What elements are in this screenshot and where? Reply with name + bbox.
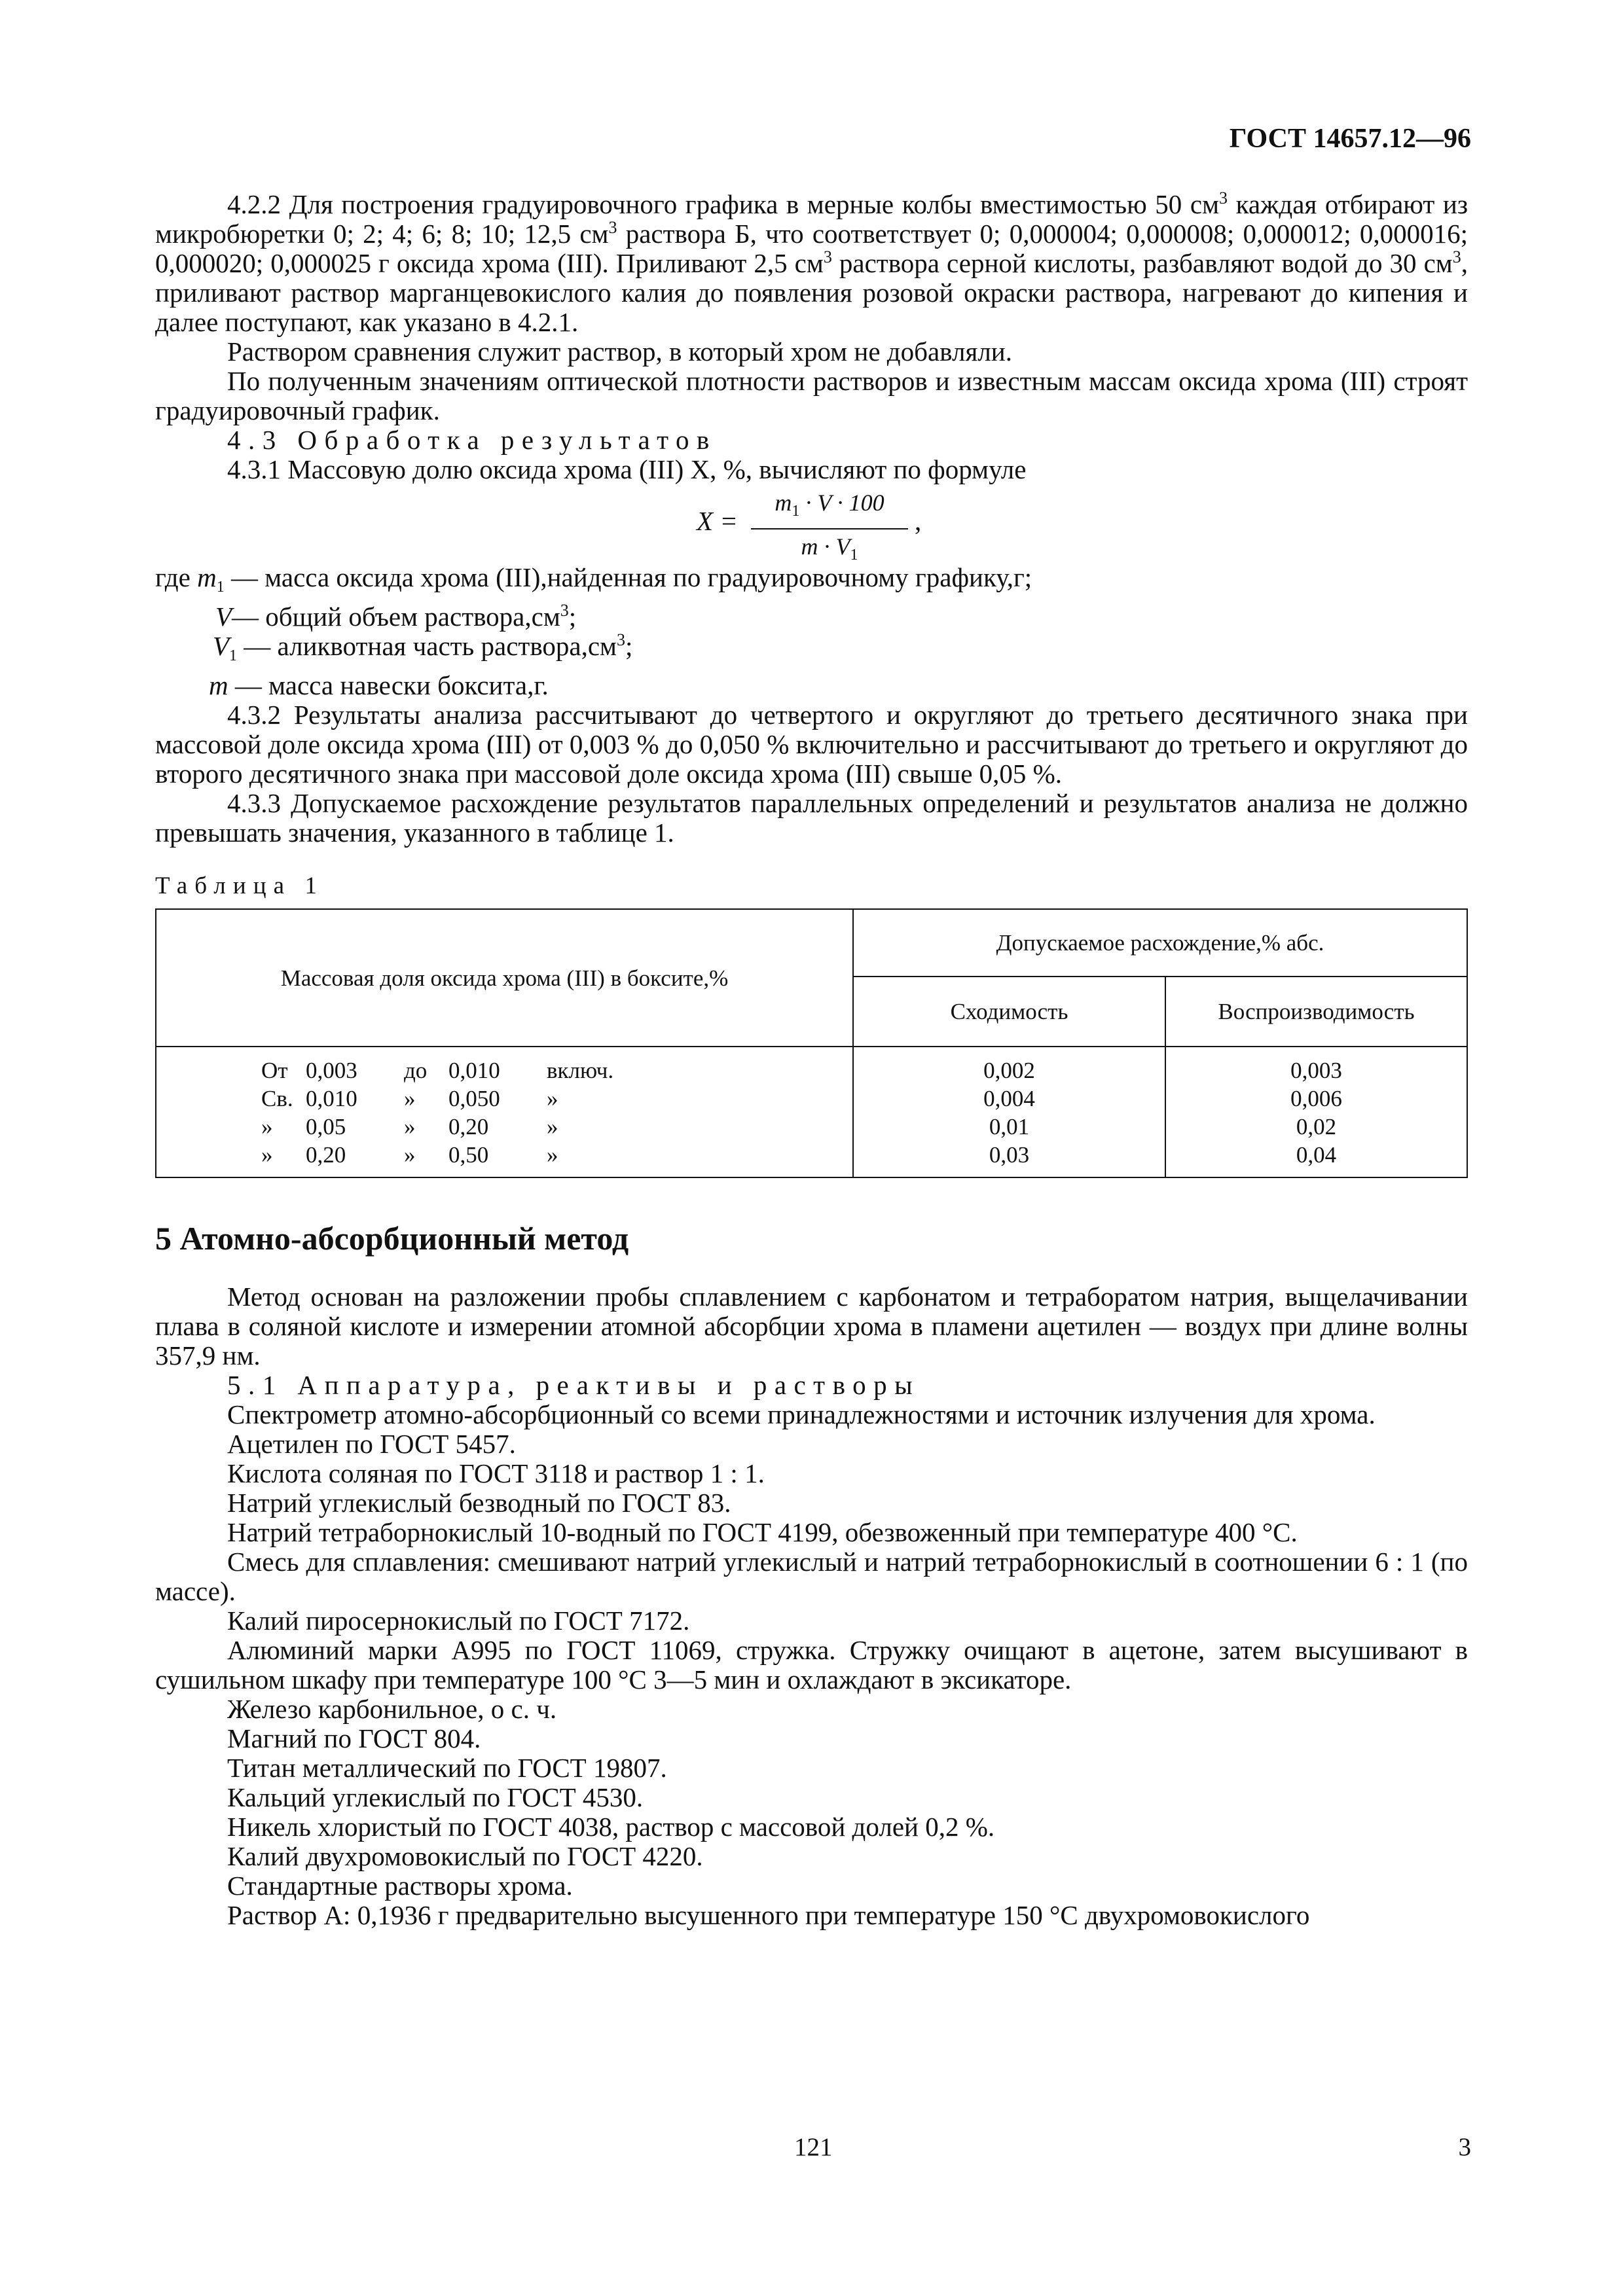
reagent-item: Смесь для сплавления: смешивают натрий углекислый и натрий тетраборнокислый в соотношении 6 : 1 (по массе). <box>155 1547 1468 1606</box>
symbol: m · V <box>801 533 850 560</box>
paragraph-4-3-1: 4.3.1 Массовую долю оксида хрома (III) X, %, вычисляют по формуле <box>227 454 1027 484</box>
reagent-item: Натрий тетраборнокислый 10-водный по ГОСТ 4199, обезвоженный при температуре 400 °С. <box>227 1517 1298 1547</box>
column-header-reproducibility: Воспроизводимость <box>1165 977 1467 1047</box>
superscript: 3 <box>560 601 569 620</box>
symbol: m <box>209 670 228 700</box>
legend-row-m <box>155 671 1468 700</box>
reagent-item: Железо карбонильное, о с. ч. <box>227 1694 557 1724</box>
text-run: каждая отбирают из микробюретки 0; 2; 4; 6; 8; 10; 12,5 см <box>155 189 1468 249</box>
column-header-tolerance: Допускаемое расхождение,% абс. <box>853 909 1467 977</box>
text-run: 4.2.2 Для построения градуировочного графика в мерные колбы вместимостью 50 см <box>227 189 1220 219</box>
reproducibility-value: 0,006 <box>1290 1086 1342 1111</box>
text-run: раствора серной кислоты, разбавляют водой до 30 см <box>831 248 1453 278</box>
paragraph-4-2-2 <box>155 190 1468 337</box>
superscript: 3 <box>617 630 625 649</box>
text-run: где <box>155 562 198 592</box>
table-row <box>261 1085 852 1113</box>
paragraph-4-3-3: 4.3.3 Допускаемое расхождение результатов параллельных определений и результатов анализа не должно превышать значения, указанного в таблице 1. <box>155 788 1468 848</box>
folio-number: 121 <box>794 2133 833 2161</box>
formula-legend <box>155 563 1468 700</box>
symbol: m <box>775 490 792 516</box>
range-prefix: » <box>261 1142 273 1168</box>
reagent-item: Раствор А: 0,1936 г предварительно высушенного при температуре 150 °С двухромовокислого <box>227 1900 1310 1930</box>
subscript: 1 <box>792 503 800 520</box>
table-body <box>156 1047 1467 1177</box>
heading-5-1: 5.1 Аппаратура, реактивы и растворы <box>227 1370 921 1400</box>
formula-fraction <box>751 488 908 569</box>
superscript: 3 <box>1452 247 1461 266</box>
superscript: 3 <box>608 218 617 237</box>
range-separator: до <box>404 1058 428 1083</box>
formula-numerator <box>751 488 908 526</box>
table-cell-ranges <box>156 1047 853 1177</box>
formula-comma: , <box>915 506 922 536</box>
symbol: m <box>197 562 217 592</box>
subscript: 1 <box>216 579 225 596</box>
document-code-header: ГОСТ 14657.12—96 <box>1229 124 1471 154</box>
range-from: 0,003 <box>306 1058 357 1083</box>
range-to: 0,050 <box>448 1086 500 1111</box>
tolerance-table <box>155 908 1468 1178</box>
range-prefix: От <box>261 1058 288 1083</box>
range-suffix: » <box>547 1114 558 1139</box>
text-run: — аликвотная часть раствора,см <box>237 631 617 661</box>
paragraph-reference-solution: Раствором сравнения служит раствор, в который хром не добавляли. <box>227 336 1012 367</box>
page-number: 3 <box>1458 2133 1471 2161</box>
text-run: — общий объем раствора,см <box>232 601 560 632</box>
reproducibility-value: 0,04 <box>1296 1142 1337 1168</box>
reproducibility-value: 0,02 <box>1296 1114 1337 1139</box>
section-5-intro: Метод основан на разложении пробы сплавлением с карбонатом и тетраборатом натрия, выщелачивании плава в соляной кислоте и измерении атомной абсорбции хрома в пламени ацетилен — воздух при длине волны 357,9 нм. <box>155 1282 1468 1371</box>
table-caption: Таблица 1 <box>155 872 325 899</box>
range-prefix: » <box>261 1114 273 1139</box>
convergence-value: 0,002 <box>983 1058 1035 1083</box>
reagent-item: Магний по ГОСТ 804. <box>227 1723 481 1753</box>
range-to: 0,010 <box>448 1058 500 1083</box>
convergence-value: 0,03 <box>989 1142 1030 1168</box>
range-to: 0,20 <box>448 1114 489 1139</box>
superscript: 3 <box>823 247 832 266</box>
subscript: 1 <box>229 647 238 664</box>
subscript: 1 <box>850 547 858 564</box>
reagent-item: Спектрометр атомно-абсорбционный со всеми принадлежностями и источник излучения для хрома. <box>227 1399 1376 1429</box>
range-to: 0,50 <box>448 1142 489 1168</box>
range-separator: » <box>404 1142 416 1168</box>
symbol: · V · 100 <box>799 490 884 516</box>
reagent-item: Кальций углекислый по ГОСТ 4530. <box>227 1782 644 1812</box>
text-run: , приливают раствор марганцевокислого калия до появления розовой окраски раствора, нагревают до кипения и далее поступают, как указано в 4.2.1. <box>155 248 1468 337</box>
superscript: 3 <box>1219 188 1228 207</box>
column-header-convergence: Сходимость <box>853 977 1165 1047</box>
range-from: 0,05 <box>306 1114 346 1139</box>
document-body <box>155 190 1468 1930</box>
column-header-mass-fraction: Массовая доля оксида хрома (III) в боксите,% <box>156 909 853 1047</box>
table-cell-convergence <box>853 1047 1165 1177</box>
reagent-item: Ацетилен по ГОСТ 5457. <box>227 1429 516 1459</box>
reagent-item: Кислота соляная по ГОСТ 3118 и раствор 1 : 1. <box>227 1458 765 1488</box>
legend-row-v1 <box>155 632 1468 671</box>
text-run: ; <box>568 601 577 632</box>
text-run: ; <box>625 631 633 661</box>
paragraph-4-3-2: 4.3.2 Результаты анализа рассчитывают до четвертого и округляют до третьего десятичного знака при массовой доле оксида хрома (III) от 0,003 % до 0,050 % включительно и рассчитывают до третьего и округляют до второго десятичного знака при массовой доле оксида хрома (III) свыше 0,05 %. <box>155 700 1468 789</box>
reagent-item: Алюминий марки А995 по ГОСТ 11069, стружка. Стружку очищают в ацетоне, затем высушивают в сушильном шкафу при температуре 100 °С 3—5 мин и охлаждают в эксикаторе. <box>155 1635 1468 1695</box>
table-row <box>261 1113 852 1141</box>
section-5-title: 5 Атомно-абсорбционный метод <box>155 1220 629 1257</box>
range-from: 0,20 <box>306 1142 346 1168</box>
reagent-item: Стандартные растворы хрома. <box>227 1871 573 1901</box>
range-from: 0,010 <box>306 1086 357 1111</box>
range-separator: » <box>404 1086 416 1111</box>
reagent-item: Калий пиросернокислый по ГОСТ 7172. <box>227 1605 690 1636</box>
reagent-item: Титан металлический по ГОСТ 19807. <box>227 1753 667 1783</box>
range-suffix: включ. <box>547 1058 614 1083</box>
table-row <box>261 1056 852 1085</box>
table-cell-reproducibility <box>1165 1047 1467 1177</box>
reagent-item: Натрий углекислый безводный по ГОСТ 83. <box>227 1488 731 1518</box>
range-prefix: Св. <box>261 1086 293 1111</box>
legend-row-v <box>155 602 1468 632</box>
reagent-item: Калий двухромовокислый по ГОСТ 4220. <box>227 1841 703 1871</box>
text-run: — масса навески боксита,г. <box>228 670 549 700</box>
range-suffix: » <box>547 1086 558 1111</box>
symbol: V <box>215 601 232 632</box>
formula-x <box>155 488 1468 564</box>
heading-4-3: 4.3 Обработка результатов <box>227 425 717 455</box>
formula-denominator <box>751 532 908 569</box>
symbol: V <box>213 631 230 661</box>
text-run: раствора Б, что соответствует 0; 0,000004; 0,000008; 0,000012; 0,000016; 0,000020; 0,000025 г оксида хрома (III). Приливают 2,5 см <box>155 219 1468 278</box>
reproducibility-value: 0,003 <box>1290 1058 1342 1083</box>
convergence-value: 0,004 <box>983 1086 1035 1111</box>
reagent-item: Никель хлористый по ГОСТ 4038, раствор с массовой долей 0,2 %. <box>227 1812 995 1842</box>
range-suffix: » <box>547 1142 558 1168</box>
range-separator: » <box>404 1114 416 1139</box>
fraction-bar <box>751 528 908 529</box>
text-run: — масса оксида хрома (III),найденная по градуировочному графику,г; <box>224 562 1032 592</box>
convergence-value: 0,01 <box>989 1114 1030 1139</box>
paragraph-calibration-plot: По полученным значениям оптической плотности растворов и известным массам оксида хрома (III) строят градуировочный график. <box>155 366 1468 425</box>
table-row <box>261 1141 852 1169</box>
formula-lhs: X = <box>697 506 738 536</box>
